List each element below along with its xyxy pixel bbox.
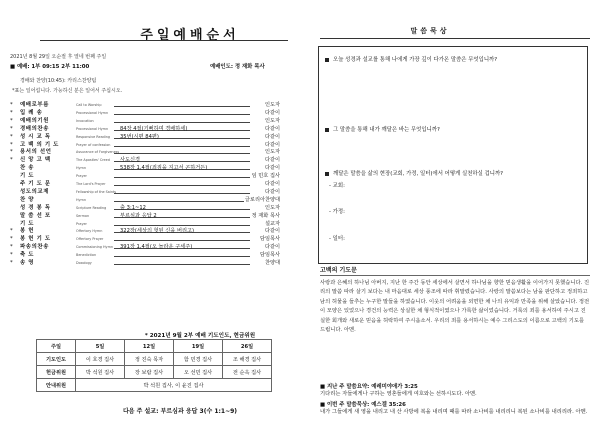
order-item xyxy=(10,188,280,196)
order-item-leader: 다같이 xyxy=(264,188,280,195)
question-2: 그 말씀을 통해 내가 깨달은 바는 무엇입니까? xyxy=(325,125,440,133)
leader-dots xyxy=(114,114,250,115)
order-item-english: Offertory Hymn xyxy=(76,229,103,234)
order-item-name: 성 경 봉 독 xyxy=(20,204,51,211)
order-item xyxy=(10,243,280,251)
order-item-name: 예배의기원 xyxy=(20,117,50,124)
order-mark: * xyxy=(10,149,13,156)
order-mark: * xyxy=(10,109,13,116)
order-item-name: 축 도 xyxy=(20,252,35,259)
schedule-header: 12일 xyxy=(125,340,174,353)
order-item xyxy=(10,259,280,267)
leader-dots xyxy=(114,146,250,147)
meditation-box xyxy=(318,46,588,264)
order-item-name: 봉 헌 기 도 xyxy=(20,236,51,243)
row-label: 기도인도 xyxy=(37,353,76,366)
order-item xyxy=(10,117,280,125)
order-item-detail: 사도신경 xyxy=(120,157,141,164)
order-item-name: 예배로부름 xyxy=(20,102,50,108)
question-1: 오늘 성경과 설교를 통해 나에게 가장 깊이 다가온 말씀은 무엇입니까? xyxy=(325,55,497,63)
order-item-name: 용서의 선언 xyxy=(20,149,52,156)
order-item-name: 기 도 xyxy=(20,173,35,180)
order-item-english: Call to Worship xyxy=(76,103,102,107)
table-row xyxy=(37,366,272,379)
order-item-name: 입 례 송 xyxy=(20,109,43,116)
order-item xyxy=(10,109,280,117)
order-item-name: 파송의찬송 xyxy=(20,244,50,251)
praise-note: 경배와 찬양(10:45): 카리스찬양팀 xyxy=(20,78,97,84)
leader-dots xyxy=(114,240,250,241)
order-item-name: 기 도 xyxy=(20,220,35,227)
order-item xyxy=(10,212,280,220)
order-item-leader: 다같이 xyxy=(264,109,280,116)
order-item-leader: 설교자 xyxy=(264,220,280,227)
order-item xyxy=(10,251,280,259)
order-mark: * xyxy=(10,252,13,259)
meditation-divider xyxy=(320,38,590,39)
last-week-text: 기다리는 자들에게나 구하는 영혼들에게 여호와는 선하시도다. 아멘. xyxy=(320,391,477,397)
order-item-detail: 부르심과 응답 2 xyxy=(120,212,157,219)
order-item-english: Invocation xyxy=(76,118,94,123)
order-item-name: 주 기 도 문 xyxy=(20,181,51,187)
order-item xyxy=(10,180,280,188)
order-item-name: 봉 헌 xyxy=(20,228,35,235)
date-line: 2021년 8월 29일 오순절 후 열네 번째 주일 xyxy=(10,54,107,60)
order-item-english: The Lord's Prayer xyxy=(76,182,106,186)
order-item-detail: 391장 1,4절(오 놀라운 구세주) xyxy=(120,244,193,251)
order-item-leader: 인도자 xyxy=(264,117,280,124)
order-item-leader: 다같이 xyxy=(264,165,280,172)
order-item-name: 신 앙 고 백 xyxy=(20,157,51,164)
order-item-english: Prayer xyxy=(76,221,87,226)
order-item-english: Benediction xyxy=(76,253,97,258)
order-item xyxy=(10,141,280,149)
schedule-header: 26일 xyxy=(223,340,272,353)
order-item-detail: 출 3:1~12 xyxy=(120,204,146,211)
order-item-english: Hymn xyxy=(76,197,87,202)
table-cell: 조 해경 집사 xyxy=(223,353,272,366)
prayer-text: 사랑과 은혜의 하나님 아버지, 지난 한 주간 동안 세상에서 살면서 하나님을 향한 믿음생활을 이어가지 못했습니다. 진리의 말씀 따라 살기 보다는 내 마음대로 세상 풍조에 따라 휘말렸습니다. 사랑의 말씀보다는 남을 판단하고 정죄하고 남의 허물을 들추는 누구한 말들을 하였습니다. 이웃의 어려움을 외면한 채 나의 유익과 만족을 위해 살았습니다. 정전이 모양은 있었으나 경건의 능력은 상실한 채 형식적이였으나 가록한 삶이었습니다. 거룩의 죄를 용서하여 주시고 진실한 회개와 새로운 믿음을 허락하여 주시옵소서. 우리의 죄를 용서하시는 예수 그리스도의 이름으로 고백의 기도를 드립니다. 아멘. xyxy=(320,280,590,334)
table-row xyxy=(37,353,272,366)
order-item-leader: 임 민호 집사 xyxy=(251,173,280,180)
order-mark: * xyxy=(10,141,13,148)
order-item xyxy=(10,156,280,164)
order-item-english: Scripture Reading xyxy=(76,205,107,210)
leader-dots xyxy=(114,153,250,154)
order-item-leader: 인도자 xyxy=(264,204,280,211)
leader-dots xyxy=(114,264,250,265)
worship-leader: 예배인도: 정 재화 목사 xyxy=(210,64,265,70)
this-week-label: ■ 이번 주 말씀묵상: 예스겔 35:26 xyxy=(320,402,406,408)
order-item-english: Doxology xyxy=(76,261,92,265)
order-mark: * xyxy=(10,102,13,108)
schedule-title: * 2021년 9월 2부 예배 기도인도, 현금위원 xyxy=(144,333,256,339)
this-week-reading xyxy=(320,402,590,416)
table-cell: 함 민경 집사 xyxy=(174,353,223,366)
this-week-text: 내가 그들에게 새 영을 내리고 내 산 사방에 복을 내리며 때를 따라 소나비를 내리리니 복된 소나비를 내리리라. 아멘. xyxy=(320,409,588,415)
sub-work: - 일터: xyxy=(329,236,345,242)
schedule-header-row xyxy=(37,340,272,353)
order-item xyxy=(10,196,280,204)
schedule-header: 19일 xyxy=(174,340,223,353)
order-item-english: Assurance of Forgiveness xyxy=(76,150,120,155)
order-mark: * xyxy=(10,117,13,124)
order-mark: * xyxy=(10,236,13,243)
leader-dots xyxy=(114,177,250,178)
bullet-square-icon xyxy=(325,128,329,132)
order-mark: * xyxy=(10,244,13,251)
order-item-detail: 322장(세상의 헛된 신을 버리고) xyxy=(120,228,195,235)
table-cell: 오 선민 집사 xyxy=(174,366,223,379)
sub-home: - 가정: xyxy=(329,209,345,215)
table-cell: 박 석원 집사, 이 윤진 집사 xyxy=(76,379,272,392)
order-item xyxy=(10,235,280,243)
order-item-leader: 다같이 xyxy=(264,141,280,148)
order-item-leader: 다같이 xyxy=(264,157,280,164)
order-item xyxy=(10,227,280,235)
worship-time: ■ 예배: 1부 09:15 2부 11:00 xyxy=(10,64,90,70)
order-item-leader: 다같이 xyxy=(264,181,280,187)
order-item-detail: 35번(시편 84편) xyxy=(120,133,159,140)
order-item xyxy=(10,148,280,156)
order-item-english: Fellowship of the Saints xyxy=(76,189,117,194)
order-item-english: Prayer xyxy=(76,174,87,179)
bullet-square-icon xyxy=(325,172,329,176)
bullet-square-icon xyxy=(325,58,329,62)
order-item-leader: 다같이 xyxy=(264,244,280,251)
order-mark: * xyxy=(10,228,13,235)
order-item-english: Processional Hymn xyxy=(76,110,109,115)
order-item-name: 성도의교제 xyxy=(20,188,50,195)
order-item xyxy=(10,164,280,172)
order-item-english: Offertory Prayer xyxy=(76,237,104,242)
question-3: 깨달은 말씀을 삶의 현장(교회, 가정, 일터)에서 어떻게 실천하실 겁니까? xyxy=(325,169,503,177)
leader-dots xyxy=(114,122,250,123)
order-item-name: 송 영 xyxy=(20,260,35,266)
order-item-detail: 538장 1,4절(죄짐을 지고서 곤하거든) xyxy=(120,165,208,172)
table-cell: 장 보람 집사 xyxy=(125,366,174,379)
order-item-name: 찬 송 xyxy=(20,165,35,172)
order-item-leader: 담임목사 xyxy=(259,236,280,243)
order-item-english: Processional Hymn xyxy=(76,126,109,131)
meditation-title: 말씀묵상 xyxy=(410,27,450,35)
order-item-leader: 담임목사 xyxy=(259,252,280,259)
row-label: 헌금위원 xyxy=(37,366,76,379)
order-item-english: The Apostles' Creed xyxy=(76,158,110,163)
order-item-english: Sermon xyxy=(76,213,90,218)
table-cell: 박 석원 집사 xyxy=(76,366,125,379)
leader-dots xyxy=(114,225,250,226)
last-week-label: ■ 지난 주 말씀요약: 예레미야애가 3:25 xyxy=(320,384,418,390)
order-item-leader: 인도자 xyxy=(264,149,280,156)
leader-dots xyxy=(114,106,250,107)
order-item-name: 성 시 교 독 xyxy=(20,133,51,140)
order-item xyxy=(10,220,280,228)
table-cell: 정 진숙 목자 xyxy=(125,353,174,366)
order-item-leader: 인도자 xyxy=(264,102,280,108)
leader-dots xyxy=(114,201,250,202)
next-sermon: 다음 주 설교: 부르심과 응답 3(수 1:1~9) xyxy=(122,408,238,415)
order-item xyxy=(10,204,280,212)
order-item-leader: 글로리아찬양대 xyxy=(244,196,280,203)
order-item-leader: 다같이 xyxy=(264,228,280,235)
title-divider xyxy=(40,40,288,41)
schedule-header: 5일 xyxy=(76,340,125,353)
sub-church: - 교회: xyxy=(329,183,345,189)
table-row xyxy=(37,379,272,392)
table-cell: 이 호경 집사 xyxy=(76,353,125,366)
order-item xyxy=(10,133,280,141)
order-item-english: Prayer of confession xyxy=(76,142,111,147)
order-item-name: 고 백 의 기 도 xyxy=(20,141,59,148)
leader-dots xyxy=(114,185,250,186)
order-item-leader: 다같이 xyxy=(264,125,280,132)
last-week-reading xyxy=(320,384,590,398)
order-item-leader: 찬양대 xyxy=(264,260,280,266)
row-label: 안내위원 xyxy=(37,379,76,392)
leader-dots xyxy=(114,193,250,194)
order-item xyxy=(10,125,280,133)
order-item-english: Responsive Reading xyxy=(76,134,111,139)
order-mark: * xyxy=(10,125,13,132)
leader-dots xyxy=(114,256,250,257)
order-item-english: Hymn xyxy=(76,166,87,171)
order-item-leader: 정 재화 목사 xyxy=(251,212,280,219)
order-item xyxy=(10,101,280,109)
order-item-name: 말 씀 선 포 xyxy=(20,212,51,219)
order-item-detail: 84장 4절(기뻐하며 경배하세) xyxy=(120,125,188,132)
prayer-title: 고백의 기도문 xyxy=(320,267,357,274)
order-item xyxy=(10,172,280,180)
bulletin-title: 주일예배순서 xyxy=(140,28,240,43)
order-mark: * xyxy=(10,260,13,266)
order-item-name: 찬 양 xyxy=(20,196,35,203)
order-mark: * xyxy=(10,157,13,164)
order-item-leader: 다같이 xyxy=(264,133,280,140)
schedule-table xyxy=(36,339,272,392)
order-item-name: 경배의찬송 xyxy=(20,125,50,132)
prayer-divider xyxy=(320,275,590,276)
table-cell: 전 순옥 집사 xyxy=(223,366,272,379)
order-mark: * xyxy=(10,133,13,140)
schedule-header: 주일 xyxy=(37,340,76,353)
order-item-english: Commissioning Hymn xyxy=(76,245,114,250)
standing-note: *표는 일어섭니다. 가능하신 분은 일어서 주십시오. xyxy=(12,88,123,94)
